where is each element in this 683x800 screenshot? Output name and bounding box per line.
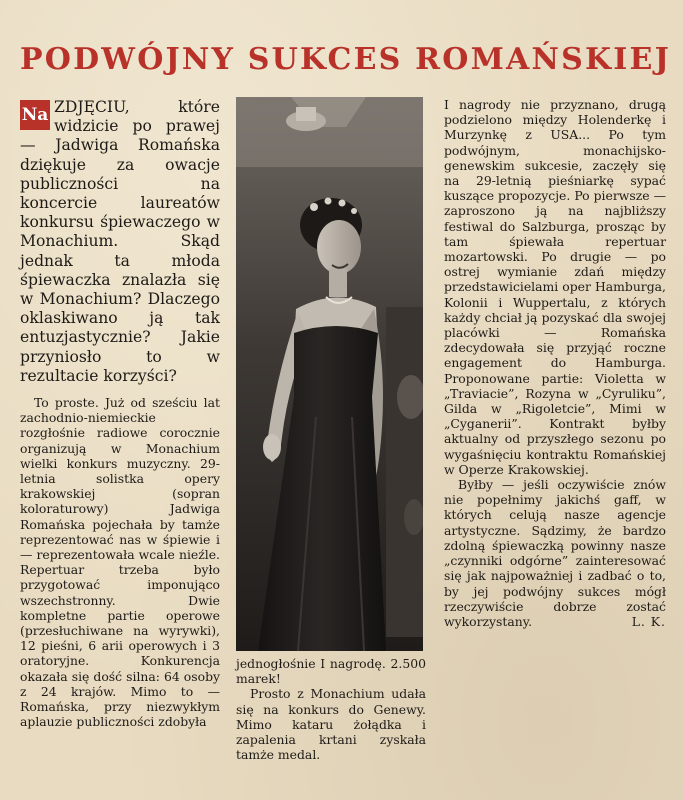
article-title: PODWÓJNY SUKCES ROMAŃSKIEJ <box>20 42 671 77</box>
singer-photo-illustration <box>236 97 423 651</box>
column-right <box>444 97 666 629</box>
drop-cap: Na <box>20 100 50 130</box>
body-paragraph-1: To proste. Już od sześciu lat zachodnio-niemieckie rozgłośnie radiowe corocznie organizują w Monachium wielki konkurs muzyczny. 29-letnia solistka opery krakowskiej (sopran koloraturowy) Jadwiga Romańska pojechała by tamże reprezentować nas w śpiewie i — reprezentowała wcale nieźle. Repertuar trzeba było przygotować imponująco wszechstronny. Dwie kompletne partie operowe (przesłuchiwane na wyrywki), 12 pieśni, 6 arii operowych i 3 oratoryjne. Konkurencja okazała się dość silna: 64 osoby z 24 krajów. Mimo to — Romańska, przy niezwykłym aplauzie publiczności zdobyła <box>20 395 220 730</box>
lead-paragraph <box>20 98 220 386</box>
column-middle <box>236 656 426 762</box>
body-paragraph-4: I nagrody nie przyznano, drugą podzielono między Holenderkę i Murzynkę z USA... Po tym podwójnym, monachijsko-genewskim sukcesie, zaczęły się na 29-letnią pieśniarkę sypać kuszące propozycje. Po pierwsze — zaproszono ją na najbliższy festiwal do Salzburga, prosząc by tam śpiewała repertuar mozartowski. Po drugie — po ostrej wymianie zdań między przedstawicielami oper Hamburga, Kolonii i Wuppertalu, z których każdy chciał ją pozyskać dla swojej placówki — Romańska zdecydowała się przyjąć roczne engagement do Hamburga. Proponowane partie: Violetta w „Traviacie”, Rozyna w „Cyruliku”, Gilda w „Rigoletcie”, Mimi w „Cyganerii”. Kontrakt byłby aktualny od przyszłego sezonu po wygaśnięciu kontraktu Romańskiej w Operze Krakowskiej. <box>444 97 666 477</box>
body-paragraph-3: Prosto z Monachium udała się na konkurs do Genewy. Mimo kataru żołądka i zapalenia krtani zyskała tamże medal. <box>236 686 426 763</box>
lead-text: ZDJĘCIU, które widzicie po prawej — Jadwiga Romańska dziękuje za owacje publiczności na koncercie laureatów konkursu śpiewaczego w Monachium. Skąd jednak ta młoda śpiewaczka znalazła się w Monachium? Dlaczego oklaskiwano ją tak entuzjastycznie? Jakie przyniosło to w rezultacie korzyści? <box>20 98 220 385</box>
article-lead <box>20 98 220 386</box>
body-paragraph-5 <box>444 477 666 629</box>
body-paragraph-2: jednogłośnie I nagrodę. 2.500 marek! <box>236 656 426 687</box>
author-signature: L. K. <box>631 613 666 629</box>
column-left <box>20 395 220 729</box>
closing-text: Byłby — jeśli oczywiście znów nie popełnimy jakichś gaff, w których celują nasze agencje artystyczne. Sądzimy, że bardzo zdolną śpiewaczką powinny nasze „czynniki odgórne” zainteresować się jak najpoważniej i zadbać o to, by jej podwójny sukces mógł rzeczywiście dobrze zostać wykorzystany. <box>444 477 666 629</box>
singer-photo <box>236 97 423 651</box>
